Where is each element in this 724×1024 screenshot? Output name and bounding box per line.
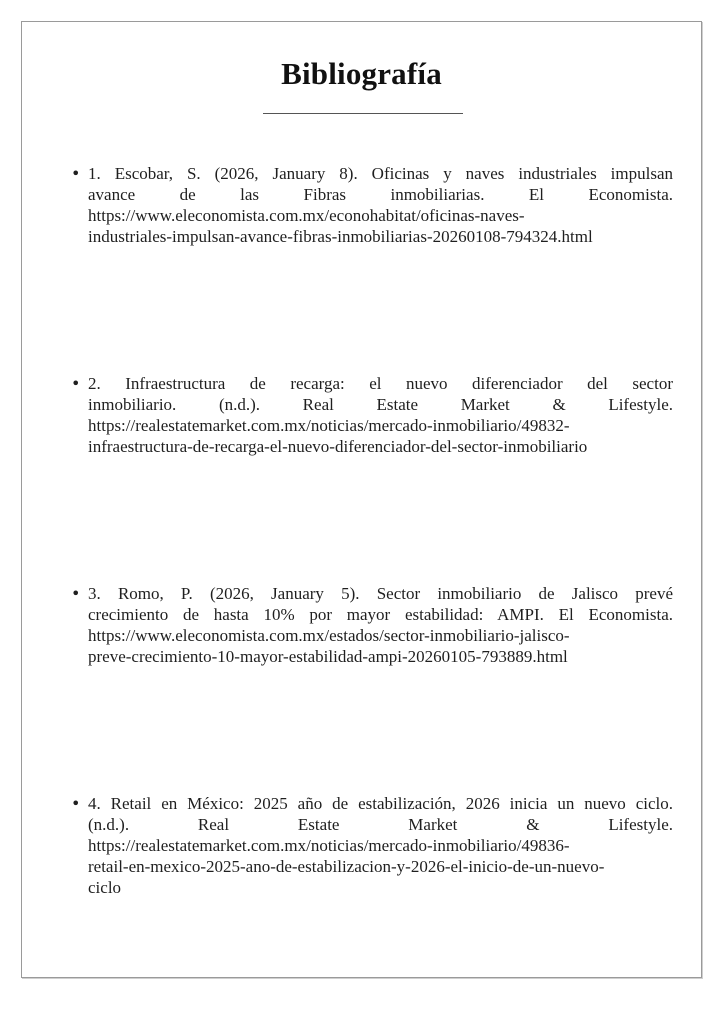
entry-url-line[interactable]: ciclo [88, 878, 122, 897]
entry-url-line[interactable]: https://www.eleconomista.com.mx/estados/sector-inmobiliario-jalisco- [88, 626, 570, 645]
entry-url-line[interactable]: industriales-impulsan-avance-fibras-inmobiliarias-20260108-794324.html [88, 227, 593, 246]
entry-url-line[interactable]: https://realestatemarket.com.mx/noticias/mercado-inmobiliario/49836- [88, 836, 570, 855]
entry-line: 3. Romo, P. (2026, January 5). Sector inmobiliario de Jalisco prevé [88, 584, 673, 603]
entry-url-line[interactable]: preve-crecimiento-10-mayor-estabilidad-ampi-20260105-793889.html [88, 647, 568, 666]
page-title: Bibliografía [281, 56, 442, 91]
entry-line: (n.d.). Real Estate Market & Lifestyle. [88, 815, 673, 834]
entry-url-line[interactable]: infraestructura-de-recarga-el-nuevo-diferenciador-del-sector-inmobiliario [88, 437, 588, 456]
entry-line: inmobiliario. (n.d.). Real Estate Market & Lifestyle. [88, 395, 673, 414]
bibliography-entry-3 [71, 583, 673, 667]
entry-line: crecimiento de hasta 10% por mayor estabilidad: AMPI. El Economista. [88, 605, 673, 624]
bibliography-entry-4 [71, 793, 673, 898]
bullet-icon: • [71, 794, 81, 813]
bullet-icon: • [71, 584, 81, 603]
bibliography-entry-1 [71, 163, 673, 247]
entry-url-line[interactable]: https://www.eleconomista.com.mx/econohabitat/oficinas-naves- [88, 206, 525, 225]
bullet-icon: • [71, 164, 81, 183]
entry-line: 1. Escobar, S. (2026, January 8). Oficinas y naves industriales impulsan [88, 164, 673, 183]
entry-url-line[interactable]: https://realestatemarket.com.mx/noticias/mercado-inmobiliario/49832- [88, 416, 570, 435]
bibliography-entry-2 [71, 373, 673, 457]
entry-url-line[interactable]: retail-en-mexico-2025-ano-de-estabilizacion-y-2026-el-inicio-de-un-nuevo- [88, 857, 605, 876]
title-divider [263, 113, 463, 114]
bullet-icon: • [71, 374, 81, 393]
document-page [21, 21, 702, 978]
entry-line: avance de las Fibras inmobiliarias. El Economista. [88, 185, 673, 204]
entry-line: 2. Infraestructura de recarga: el nuevo diferenciador del sector [88, 374, 673, 393]
entry-line: 4. Retail en México: 2025 año de estabilización, 2026 inicia un nuevo ciclo. [88, 794, 673, 813]
